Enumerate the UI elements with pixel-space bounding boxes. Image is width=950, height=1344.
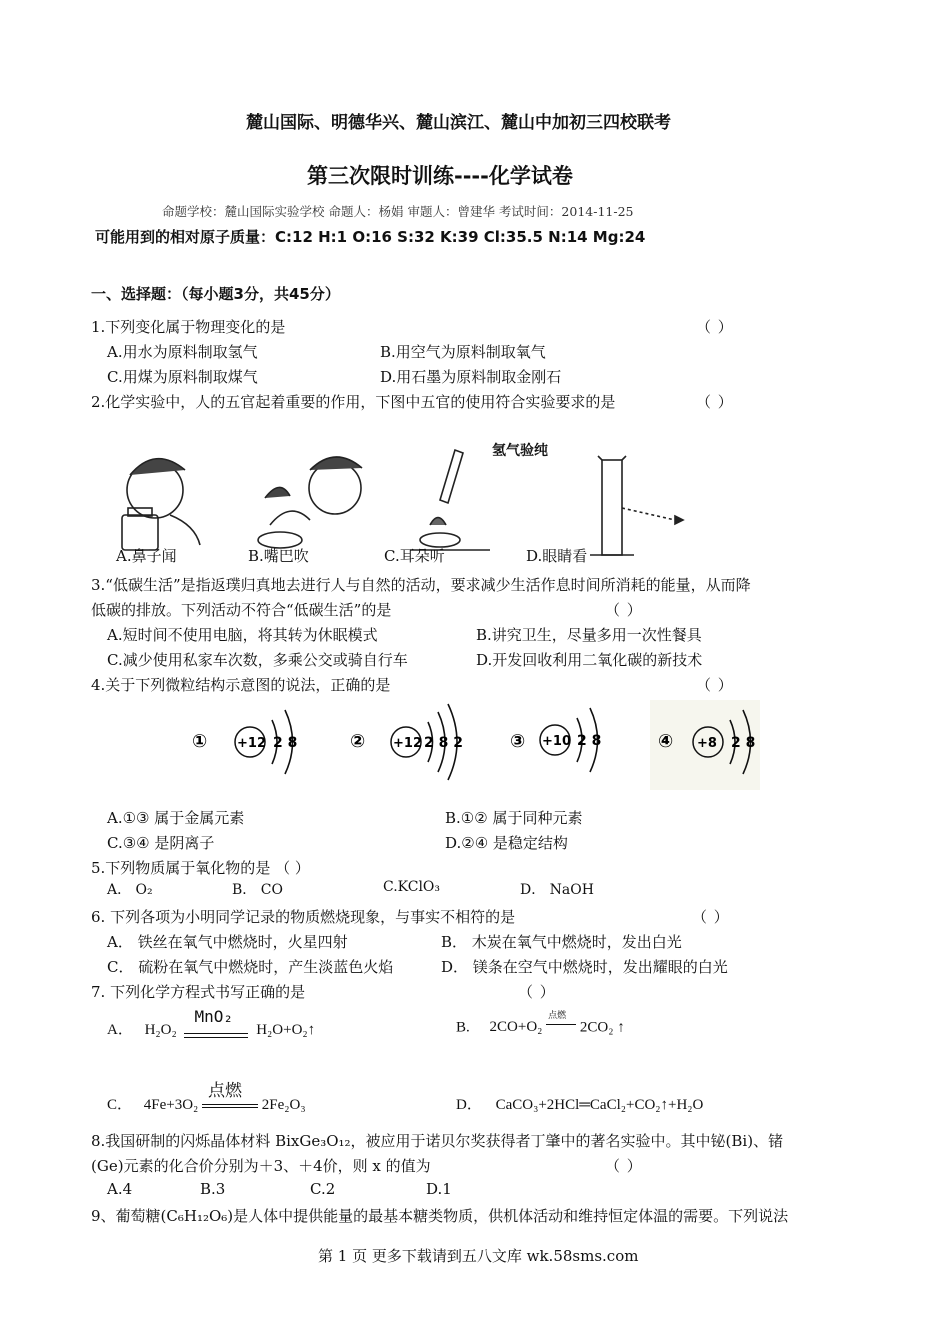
q6-option-a: A． 铁丝在氧气中燃烧时，火星四射 — [107, 933, 348, 951]
q4-stem: 4.关于下列微粒结构示意图的说法，正确的是 — [91, 676, 391, 694]
q3-answer-paren: （ ） — [605, 601, 643, 619]
q7-c-right: 2Fe₂O₃ — [261, 1097, 306, 1113]
q7-c-arrow — [202, 1080, 258, 1116]
q7-answer-paren: （ ） — [518, 983, 556, 1001]
q5-option-b: B． CO — [232, 882, 283, 898]
q1-option-d: D.用石墨为原料制取金刚石 — [380, 368, 562, 386]
particle-4-shells: 2 8 — [731, 735, 756, 751]
particle-1 — [192, 710, 297, 774]
q2-figure-label: 氢气验纯 — [492, 443, 548, 459]
q7-a-arrow — [184, 1006, 248, 1041]
particle-4-nucleus: +8 — [697, 736, 717, 751]
particle-4 — [650, 700, 760, 790]
particle-2 — [350, 704, 463, 780]
smell-illustration — [122, 459, 200, 550]
q7-b-left: 2CO+O₂ — [489, 1019, 543, 1036]
particle-2-shells: 2 8 2 — [424, 735, 463, 751]
particle-3 — [510, 708, 601, 772]
q6-option-d: D． 镁条在空气中燃烧时，发出耀眼的白光 — [441, 958, 728, 976]
q7-option-d — [456, 1093, 703, 1114]
q6-option-c: C． 硫粉在氧气中燃烧时，产生淡蓝色火焰 — [107, 958, 394, 976]
q7-c-label: C． — [107, 1097, 133, 1113]
q3-option-d: D.开发回收利用二氧化碳的新技术 — [476, 651, 703, 669]
q2-option-b: B.嘴巴吹 — [248, 547, 309, 565]
q7-stem: 7. 下列化学方程式书写正确的是 — [91, 983, 306, 1001]
particle-3-number: ③ — [510, 731, 526, 752]
q7-a-right: H₂O+O₂↑ — [256, 1022, 316, 1038]
q7-b-label: B. — [456, 1019, 470, 1036]
q8-option-b: B.3 — [200, 1180, 226, 1198]
particle-1-shells: 2 8 — [273, 735, 298, 751]
q2-stem: 2.化学实验中，人的五官起着重要的作用，下图中五官的使用符合实验要求的是 — [91, 393, 616, 411]
q5-stem: 5.下列物质属于氧化物的是 （ ） — [91, 859, 310, 877]
q6-stem: 6. 下列各项为小明同学记录的物质燃烧现象，与事实不相符的是 — [91, 908, 516, 926]
q1-option-c: C.用煤为原料制取煤气 — [107, 368, 258, 386]
listen-illustration — [410, 450, 490, 550]
q3-option-a: A.短时间不使用电脑，将其转为休眠模式 — [107, 626, 378, 644]
q3-stem-line2: 低碳的排放。下列活动不符合“低碳生活”的是 — [91, 601, 392, 619]
atomic-masses: 可能用到的相对原子质量：C:12 H:1 O:16 S:32 K:39 Cl:35.5 N:14 Mg:24 — [95, 228, 646, 246]
q3-stem-line1: 3.“低碳生活”是指返璞归真地去进行人与自然的活动，要求减少生活作息时间所消耗的能量，从而降 — [91, 576, 751, 594]
q5-option-c: C.KClO₃ — [383, 879, 441, 895]
q7-option-c — [107, 1080, 306, 1116]
section-heading: 一、选择题：（每小题3分，共45分） — [91, 285, 340, 303]
particle-1-number: ① — [192, 731, 208, 752]
q7-a-left: H₂O₂ — [144, 1022, 177, 1038]
q7-a-label: A． — [107, 1022, 133, 1038]
q2-answer-paren: （ ） — [696, 393, 734, 411]
q2-option-c: C.耳朵听 — [384, 547, 445, 565]
particle-3-nucleus: +10 — [542, 734, 571, 749]
q7-d-equation: CaCO₃+2HCl═CaCl₂+CO₂↑+H₂O — [495, 1097, 704, 1113]
q2-option-a: A.鼻子闻 — [116, 547, 177, 565]
q2-option-d: D.眼睛看 — [526, 547, 588, 565]
q2-senses-figure — [110, 430, 710, 560]
q8-stem-line2: (Ge)元素的化合价分别为＋3、＋4价，则 x 的值为 — [91, 1157, 431, 1175]
q8-option-a: A.4 — [107, 1180, 133, 1198]
q1-option-b: B.用空气为原料制取氧气 — [380, 343, 546, 361]
particle-2-nucleus: +12 — [393, 736, 422, 751]
q9-stem: 9、葡萄糖(C₆H₁₂O₆)是人体中提供能量的最基本糖类物质，供机体活动和维持恒定体温的需要。下列说法 — [91, 1207, 789, 1225]
q3-option-c: C.减少使用私家车次数，多乘公交或骑自行车 — [107, 651, 408, 669]
q6-option-b: B． 木炭在氧气中燃烧时，发出白光 — [441, 933, 682, 951]
q7-c-left: 4Fe+3O₂ — [143, 1097, 199, 1113]
q7-b-arrow — [546, 1010, 576, 1038]
q4-option-c: C.③④ 是阴离子 — [107, 834, 215, 852]
q1-answer-paren: （ ） — [696, 318, 734, 336]
q4-option-d: D.②④ 是稳定结构 — [445, 834, 568, 852]
q7-option-a — [107, 1006, 316, 1041]
q5-option-d: D． NaOH — [520, 882, 594, 898]
q4-answer-paren: （ ） — [696, 676, 734, 694]
header-meta: 命题学校：麓山国际实验学校 命题人：杨娟 审题人：曾建华 考试时间：2014-11-25 — [162, 204, 634, 219]
q7-d-label: D． — [456, 1097, 482, 1113]
q4-option-b: B.①② 属于同种元素 — [445, 809, 583, 827]
q4-option-a: A.①③ 属于金属元素 — [107, 809, 245, 827]
q7-b-condition: 点燃 — [548, 1010, 567, 1020]
q8-option-d: D.1 — [426, 1180, 452, 1198]
particle-4-number: ④ — [658, 731, 674, 752]
q7-a-condition: MnO₂ — [194, 1006, 233, 1026]
q7-option-b — [456, 1010, 625, 1038]
eye-illustration — [590, 456, 683, 555]
q8-stem-line1: 8.我国研制的闪烁晶体材料 BixGe₃O₁₂，被应用于诺贝尔奖获得者丁肇中的著名实验中。其中铋(Bi)、锗 — [91, 1132, 784, 1150]
header-school-line: 麓山国际、明德华兴、麓山滨江、麓山中加初三四校联考 — [246, 113, 671, 133]
q3-option-b: B.讲究卫生，尽量多用一次性餐具 — [476, 626, 702, 644]
q7-b-right: 2CO₂ ↑ — [579, 1019, 625, 1036]
particle-3-shells: 2 8 — [577, 733, 602, 749]
particle-2-number: ② — [350, 731, 366, 752]
particle-1-nucleus: +12 — [237, 736, 266, 751]
q1-option-a: A.用水为原料制取氢气 — [107, 343, 258, 361]
q5-option-a: A． O₂ — [107, 882, 153, 898]
q7-c-condition: 点燃 — [208, 1080, 243, 1101]
q8-option-c: C.2 — [310, 1180, 336, 1198]
q8-answer-paren: （ ） — [605, 1157, 643, 1175]
q1-stem: 1.下列变化属于物理变化的是 — [91, 318, 286, 336]
q4-particle-diagrams — [180, 700, 780, 800]
q6-answer-paren: （ ） — [692, 908, 730, 926]
page-title: 第三次限时训练----化学试卷 — [307, 164, 573, 188]
page-footer: 第 1 页 更多下载请到五八文库 wk.58sms.com — [318, 1247, 639, 1265]
blow-illustration — [258, 457, 362, 548]
